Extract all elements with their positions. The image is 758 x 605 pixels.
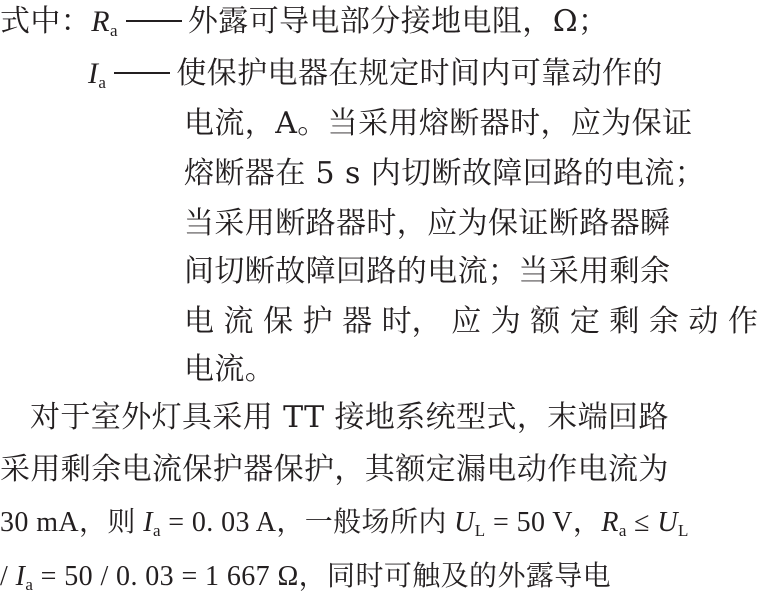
text-segment: 外露可导电部分接地电阻，Ω； — [187, 4, 609, 39]
symbol-u: U — [657, 507, 678, 538]
text-segment: ≤ — [626, 507, 658, 538]
text-segment: 使保护电器在规定时间内可靠动作的 — [176, 56, 663, 91]
text-line-11 — [0, 502, 689, 542]
text-segment: 式中： — [0, 4, 92, 39]
text-line-5: 当采用断路器时，应为保证断路器瞬 — [184, 206, 671, 241]
text-line-4: 熔断器在 5 s 内切断故障回路的电流； — [184, 156, 706, 191]
symbol-i: I — [143, 507, 153, 538]
symbol-i: I — [15, 561, 26, 592]
subscript-a: a — [152, 521, 161, 540]
text-line-1 — [0, 2, 608, 42]
subscript-l: L — [474, 521, 486, 540]
text-line-8: 电流。 — [184, 352, 276, 387]
text-line-6: 间切断故障回路的电流；当采用剩余 — [184, 254, 671, 289]
subscript-a: a — [109, 21, 118, 40]
text-line-3: 电流，A。当采用熔断器时，应为保证 — [184, 106, 693, 141]
em-dash-rule — [126, 20, 182, 22]
text-line-9: 对于室外灯具采用 TT 接地系统型式，末端回路 — [30, 400, 669, 435]
text-line-12 — [0, 556, 611, 596]
symbol-i: I — [88, 57, 99, 90]
text-line-7: 电 流 保 护 器 时， 应 为 额 定 剩 余 动 作 — [184, 304, 758, 339]
em-dash-rule — [114, 72, 170, 74]
subscript-a: a — [25, 575, 34, 594]
symbol-r: R — [601, 507, 619, 538]
text-line-2 — [88, 54, 663, 94]
text-segment: = 50 / 0. 03 = 1 667 Ω，同时可触及的外露导电 — [33, 561, 612, 592]
text-segment: 30 mA，则 — [0, 507, 144, 538]
symbol-u: U — [454, 507, 475, 538]
subscript-l: L — [677, 521, 689, 540]
text-segment: = 50 V， — [485, 507, 602, 538]
subscript-a: a — [98, 73, 107, 92]
text-segment: / — [0, 561, 16, 592]
symbol-r: R — [91, 5, 110, 38]
text-segment: = 0. 03 A，一般场所内 — [160, 507, 455, 538]
text-line-10: 采用剩余电流保护器保护，其额定漏电动作电流为 — [0, 452, 669, 487]
subscript-a: a — [618, 521, 627, 540]
